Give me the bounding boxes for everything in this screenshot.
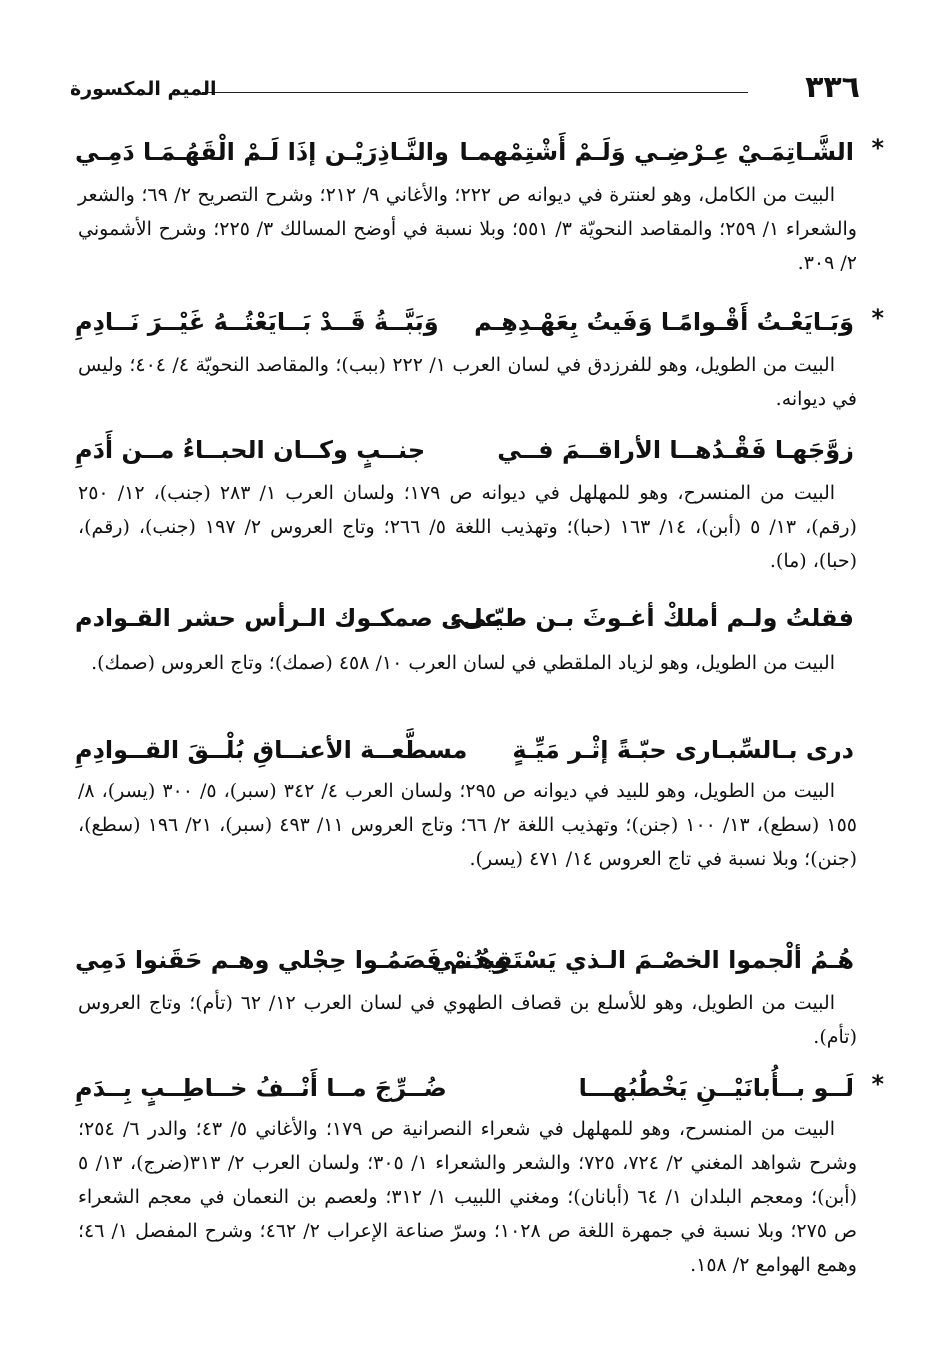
verse-note: البيت من الطويل، وهو للفرزدق في لسان العرب ١/ ٢٢٢ (ببب)؛ والمقاصد النحويّة ٤/ ٤٠٤؛ وليس في ديوانه. [78, 354, 857, 410]
verse-line [75, 938, 854, 982]
first-hemistich: هُـمُ ألْجموا الخصْـمَ الـذي يَسْتَقِيدُنـي [430, 946, 854, 974]
verse-line [75, 596, 854, 640]
first-hemistich: درى بـالسِّبـارى حبّـةً إثْـر مَيِّـةٍ [512, 736, 854, 764]
second-hemistich: وهُـمْ فَصَمُـوا حِجْلي وهـم حَقَنوا دَمِي [75, 946, 509, 974]
second-hemistich: مسطَّعــة الأعنــاقِ بُلْــقَ القــوادِمِ [75, 736, 468, 764]
star-marker: * [871, 1070, 884, 1098]
star-marker: * [871, 134, 884, 162]
first-hemistich: لَــو بــأُبانَيْــنِ يَخْطُبُهـــا [578, 1074, 854, 1102]
second-hemistich: وَبَبَّــةُ قَــدْ بَــايَعْتُــهُ غَيْــرَ نَــادِمِ [75, 308, 439, 336]
verse-line [75, 728, 854, 772]
running-title: الميم المكسورة [70, 78, 217, 100]
verse-line [75, 1066, 884, 1110]
page-number: ٣٣٦ [805, 70, 860, 105]
verse-note: البيت من المنسرح، وهو للمهلهل في شعراء النصرانية ص ١٧٩؛ والأغاني ٥/ ٤٣؛ والدر ٦/ ٢٥٤؛ وشرح شواهد المغني ٢/ ٧٢٤، ٧٢٥؛ والشعر والشعراء ١/ ٣٠٥؛ ولسان العرب ٢/ ٣١٣(ضرج)، ١٣/ ٥ (أبن)؛ ومعجم البلدان ١/ ٦٤ (أبانان)؛ ومغني اللبيب ١/ ٣١٢؛ ولعصم بن النعمان في معجم الشعراء ص ٢٧٥؛ وبلا نسبة في جمهرة اللغة ص ١٠٢٨؛ وسرّ صناعة الإعراب ٢/ ٤٦٢؛ وشرح المفصل ١/ ٤٦؛ وهمع الهوامع ٢/ ١٥٨. [78, 1118, 858, 1276]
second-hemistich: جنــبٍ وكــان الحبــاءُ مــن أَدَمِ [75, 436, 426, 464]
first-hemistich: زوَّجَهـا فَقْـدُهــا الأراقــمَ فــي [497, 436, 854, 464]
first-hemistich: الشَّـاتِمَـيْ عِـرْضِـي وَلَـمْ أَشْتِمْهمـا [459, 138, 854, 166]
page-header [70, 68, 860, 108]
first-hemistich: فقلتُ ولـم أملكْ أغـوثَ بـن طيّـىء [449, 604, 854, 632]
verse-line [75, 428, 854, 472]
star-marker: * [871, 304, 884, 332]
verse-line [75, 130, 884, 174]
header-rule [202, 92, 748, 93]
verse-note: البيت من الكامل، وهو لعنترة في ديوانه ص ٢٢٢؛ والأغاني ٩/ ٢١٢؛ وشرح التصريح ٢/ ٦٩؛ والشعر والشعراء ١/ ٢٥٩؛ والمقاصد النحويّة ٣/ ٥٥١؛ وبلا نسبة في أوضح المسالك ٣/ ٢٢٥؛ وشرح الأشموني ٢/ ٣٠٩. [78, 184, 857, 274]
second-hemistich: علـى صمكـوك الـرأس حشر القـوادم [75, 604, 500, 632]
verse-note: البيت من الطويل، وهو للأسلع بن قصاف الطهوي في لسان العرب ١٢/ ٦٢ (تأم)؛ وتاج العروس (تأم). [78, 992, 857, 1048]
verse-note: البيت من المنسرح، وهو للمهلهل في ديوانه ص ١٧٩؛ ولسان العرب ١/ ٢٨٣ (جنب)، ١٢/ ٢٥٠ (رقم)، ١٣/ ٥ (أبن)، ١٤/ ١٦٣ (حبا)؛ وتهذيب اللغة ٥/ ٢٦٦؛ وتاج العروس ٢/ ١٩٧ (جنب)، (رقم)، (حبا)، (ما). [78, 482, 857, 572]
first-hemistich: وَبَـايَعْـتُ أَقْـوامًـا وَفَيتُ بِعَهْـدِهِـم [474, 308, 854, 336]
verse-note: البيت من الطويل، وهو للبيد في ديوانه ص ٢٩٥؛ ولسان العرب ٤/ ٣٤٢ (سبر)، ٥/ ٣٠٠ (يسر)، ٨/ ١٥٥ (سطع)، ١٣/ ١٠٠ (جنن)؛ وتهذيب اللغة ٢/ ٦٦؛ وتاج العروس ١١/ ٤٩٣ (سبر)، ٢١/ ١٩٦ (سطع)، (جنن)؛ وبلا نسبة في تاج العروس ١٤/ ٤٧١ (يسر). [78, 780, 857, 870]
second-hemistich: والنَّـاذِرَيْـن إذَا لَـمْ الْقَهُـمَـا دَمِـي [75, 138, 449, 166]
verse-line [75, 300, 884, 344]
second-hemistich: ضُــرِّجَ مــا أَنْــفُ خــاطِــبٍ بِــدَمِ [75, 1074, 447, 1102]
verse-note: البيت من الطويل، وهو لزياد الملقطي في لسان العرب ١٠/ ٤٥٨ (صمك)؛ وتاج العروس (صمك). [91, 652, 835, 674]
